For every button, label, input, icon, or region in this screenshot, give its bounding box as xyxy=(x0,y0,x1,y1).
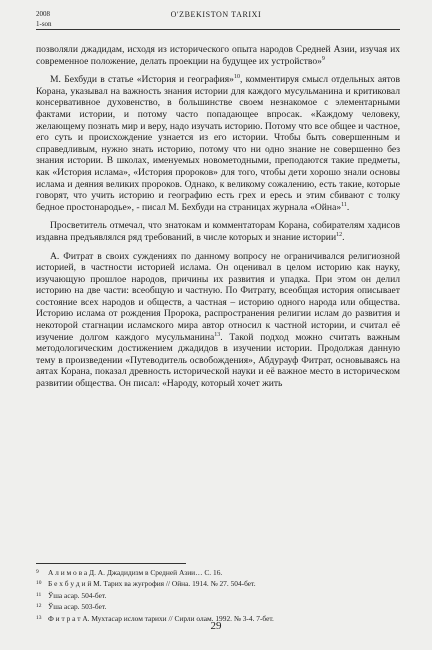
body-text xyxy=(36,44,400,397)
header-rule xyxy=(36,29,400,30)
footnote-rule xyxy=(36,563,186,564)
footnote-11: 11 Ўша асар. 504-бет. xyxy=(36,590,107,600)
footnote-10: 10 Б е х б у д и й М. Тарих ва жуғрофия // Ойна. 1914. № 27. 504-бет. xyxy=(36,579,256,589)
footnote-ref-9: 9 xyxy=(321,55,325,62)
footnote-ref-13: 13 xyxy=(214,331,221,338)
footnote-9: 9 А л и м о в а Д. А. Джадидизм в Средней Азии… С. 16. xyxy=(36,568,223,577)
paragraph-3: Просветитель отмечал, что знатокам и комментаторам Корана, собирателям хадисов издавна предъявлялся ряд требований, в числе которых и знание истории$^{12}$. xyxy=(36,220,400,243)
footnote-13: 13 Ф и т р а т А. Мухтасар ислом тарихи // Сирли олам. 1992. № 3-4. 7-бет. xyxy=(36,613,274,623)
footnote-ref-11: 11 xyxy=(341,201,347,208)
footnotes xyxy=(36,567,400,624)
footnote-12: 12 Ўша асар. 503-бет. xyxy=(36,602,107,612)
footnote-ref-12: 12 xyxy=(336,231,343,238)
header-issue: 1-son xyxy=(36,20,52,28)
paragraph-2: М. Бехбуди в статье «История и география»$^{10}$, комментируя смысл отдельных аятов Корана, указывал на важность знания истории для каждого мусульманина и критиковал консервативное духовенство, в большинстве своем незнакомое с элементарными фактами истории, и потому часто попадающее впросак. «Каждому человеку, желающему познать мир и веру, надо изучать историю. Потому что все общее и частное, его суть и происхождение узнается из его истории. Чтобы быть совершенным и справедливым, нужно знать историю, потому что ни одно знание не совершенно без знания истории. В школах, именуемых новометодными, преподаются такие предметы, как «История ислама», «История пророков» для того, чтобы дети хорошо знали основы ислама и деяния великих пророков. Однако, к великому сожалению, есть такие, которые говорят, что учить историю и географию есть грех и ересь и этим сбивают с толку бедное простонародье», - писал М. Бехбуди на страницах журнала «Ойна»$^{11}$. xyxy=(36,74,400,213)
paragraph-1: позволяли джадидам, исходя из исторического опыта народов Средней Азии, изучая их современное положение, делать проекции на будущее их устройство»$^9$ xyxy=(36,44,400,67)
journal-title: O'ZBEKISTON TARIXI xyxy=(170,10,262,19)
page-number: 29 xyxy=(210,620,222,632)
footnote-ref-10: 10 xyxy=(233,74,240,80)
header-year: 2008 xyxy=(36,10,50,18)
paragraph-4: А. Фитрат в своих суждениях по данному вопросу не ограничивался религиозной историей, в частности историей ислама. Он оценивал в целом историю как науку, изучающую прошлое народов, причины их развития и упадка. При этом он делил историю на две части: всеобщую и частную. По Фитрату, всеобщая история описывает состояние всех народов и обществ, а частная – историю одного народа или общества. Историю ислама от рождения Пророка, распространения религии ислам до развития и некоторой стагнации исламского мира автор относил к частной истории, и считал её изучение долгом каждого мусульманина$^{13}$. Такой подход можно считать важным методологическим достижением джадидов в изучении истории. Продолжая данную тему в произведении «Путеводитель освобождения», Абдурауф Фитрат, основываясь на аятах Корана, показал древность исторической науки и её важное место в историческом развитии общества. Он писал: «Народу, который хочет жить xyxy=(36,250,400,390)
